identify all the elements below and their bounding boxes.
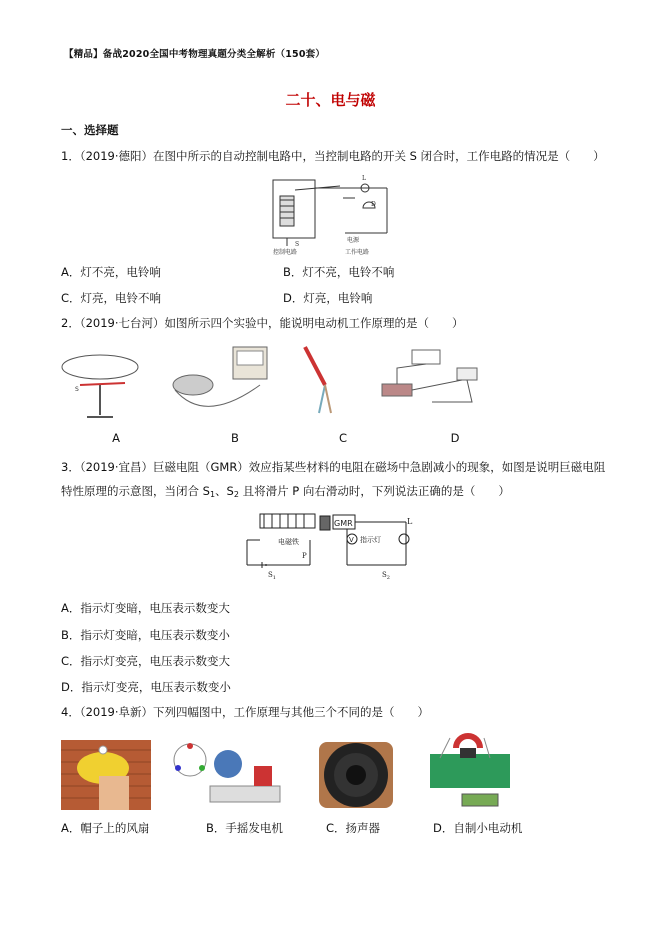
q3-option-b: B．指示灯变暗，电压表示数变小 [61, 628, 230, 642]
q4-image-homemade-motor [420, 728, 520, 812]
q1-fig-work-label: 工作电路 [345, 249, 370, 256]
q4-image-hand-generator [170, 736, 290, 810]
q3-option-a: A．指示灯变暗，电压表示数变大 [61, 601, 230, 615]
question-1-text: 1．（2019·德阳）在图中所示的自动控制电路中，当控制电路的开关 S 闭合时，工作电路的情况是（ ） [61, 149, 605, 163]
question-4-text: 4．（2019·阜新）下列四幅图中，工作原理与其他三个不同的是（ ） [61, 705, 429, 719]
q1-fig-switch-label: S [295, 241, 300, 248]
q3-gmr-circuit-figure [242, 510, 417, 582]
q2-figure-c-magnet [295, 345, 345, 423]
chapter-title: 二十、电与磁 [285, 91, 376, 109]
svg-text:S: S [75, 386, 79, 393]
q2-label-c: C [338, 431, 348, 445]
q1-fig-bell-label: D [371, 201, 376, 208]
q1-fig-lamp-label: L [362, 175, 366, 182]
q1-option-a: A．灯不亮，电铃响 [61, 265, 161, 279]
q3-fig-magnet-label: 电磁铁 [278, 538, 299, 546]
q3-fig-indicator-label: 指示灯 [360, 536, 381, 544]
question-2-text: 2．（2019·七台河）如图所示四个实验中，能说明电动机工作原理的是（ ） [61, 316, 464, 330]
q3-fig-v-label: V [349, 536, 354, 544]
q4-option-b: B．手摇发电机 [206, 821, 283, 835]
q1-option-c: C．灯亮，电铃不响 [61, 291, 162, 305]
q4-image-loudspeaker [315, 738, 397, 812]
doc-header: 【精品】备战2020全国中考物理真题分类全解析（150套） [64, 49, 326, 60]
section-heading: 一、选择题 [61, 123, 119, 137]
q2-label-d: D [450, 431, 460, 445]
q2-label-a: A [112, 431, 120, 445]
q1-fig-power-label: 电源 [347, 237, 360, 244]
q1-option-b: B．灯不亮，电铃不响 [283, 265, 395, 279]
q3-fig-l-label: L [407, 517, 413, 526]
q3-fig-gmr-label: GMR [334, 519, 353, 528]
q2-label-b: B [231, 431, 239, 445]
question-3-line-1: 3．（2019·宜昌）巨磁电阻（GMR）效应指某些材料的电阻在磁场中急剧减小的现象，如图是说明巨磁电阻 [61, 460, 606, 474]
q2-figure-b-galvanometer [165, 345, 280, 423]
q3-option-c: C．指示灯变亮，电压表示数变大 [61, 654, 231, 668]
q4-option-a: A．帽子上的风扇 [61, 821, 150, 835]
q3-fig-s1-label: $S_1$ [268, 571, 276, 581]
q1-option-d: D．灯亮，电铃响 [283, 291, 373, 305]
q3-option-d: D．指示灯变亮，电压表示数变小 [61, 680, 231, 694]
q3-fig-s2-label: $S_2$ [382, 571, 390, 581]
q3-fig-p-label: P [302, 552, 307, 560]
q4-image-hat-fan [61, 740, 151, 810]
q1-fig-control-label: 控制电路 [273, 249, 298, 256]
question-3-line-2: 特性原理的示意图，当闭合 $S_1$、$S_2$ 且将滑片 P 向右滑动时，下列说法正确的是（ ） [61, 484, 510, 499]
q4-option-c: C．扬声器 [326, 821, 381, 835]
q4-option-d: D．自制小电动机 [433, 821, 523, 835]
q1-relay-circuit-figure [265, 168, 395, 258]
q2-figure-d-motor-setup [372, 348, 487, 418]
q2-figure-a-oersted [55, 345, 145, 423]
